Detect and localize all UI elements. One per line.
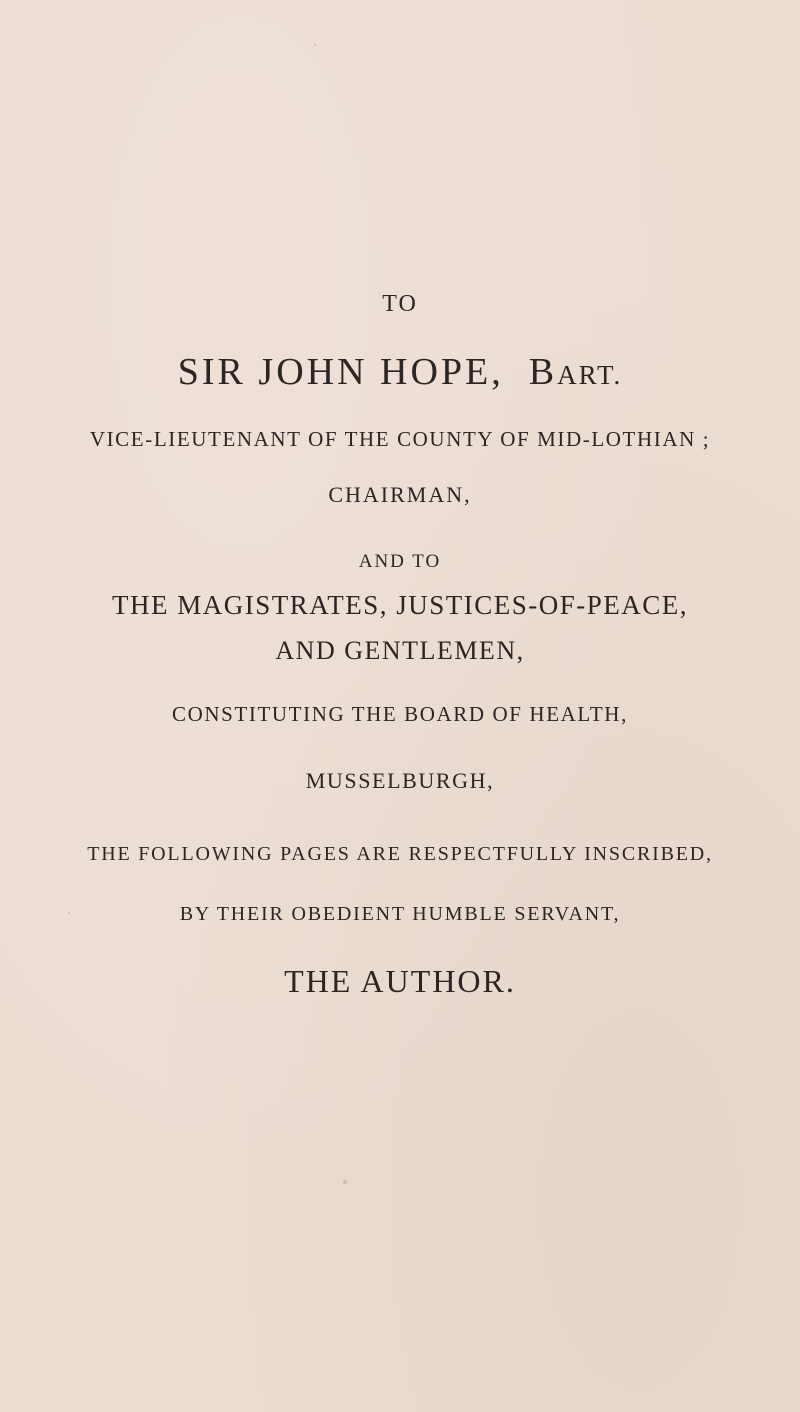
lieutenancy-line: VICE-LIEUTENANT OF THE COUNTY OF MID-LOTHIAN ; <box>89 427 711 451</box>
servant-line: BY THEIR OBEDIENT HUMBLE SERVANT, <box>179 903 621 925</box>
dedicatee-name: SIR JOHN HOPE, <box>177 351 504 393</box>
magistrates-line: THE MAGISTRATES, JUSTICES-OF-PEACE, <box>111 590 689 620</box>
dedicatee-line <box>0 350 800 394</box>
board-of-health-line: CONSTITUTING THE BOARD OF HEALTH, <box>172 702 628 726</box>
inscription-line: THE FOLLOWING PAGES ARE RESPECTFULLY INSCRIBED, <box>87 843 713 865</box>
paper-speck <box>68 912 70 914</box>
paper-speck <box>343 1180 347 1184</box>
title-rest: ART. <box>557 360 623 390</box>
paper-speck <box>314 44 316 46</box>
and-to-line: AND TO <box>358 551 442 572</box>
title-initial: B <box>528 351 558 393</box>
chairman-line: CHAIRMAN, <box>328 482 472 507</box>
dedication-to: TO <box>382 291 418 317</box>
place-line: MUSSELBURGH, <box>305 768 495 793</box>
gentlemen-line: AND GENTLEMEN, <box>275 636 525 665</box>
author-signature: THE AUTHOR. <box>284 963 516 999</box>
